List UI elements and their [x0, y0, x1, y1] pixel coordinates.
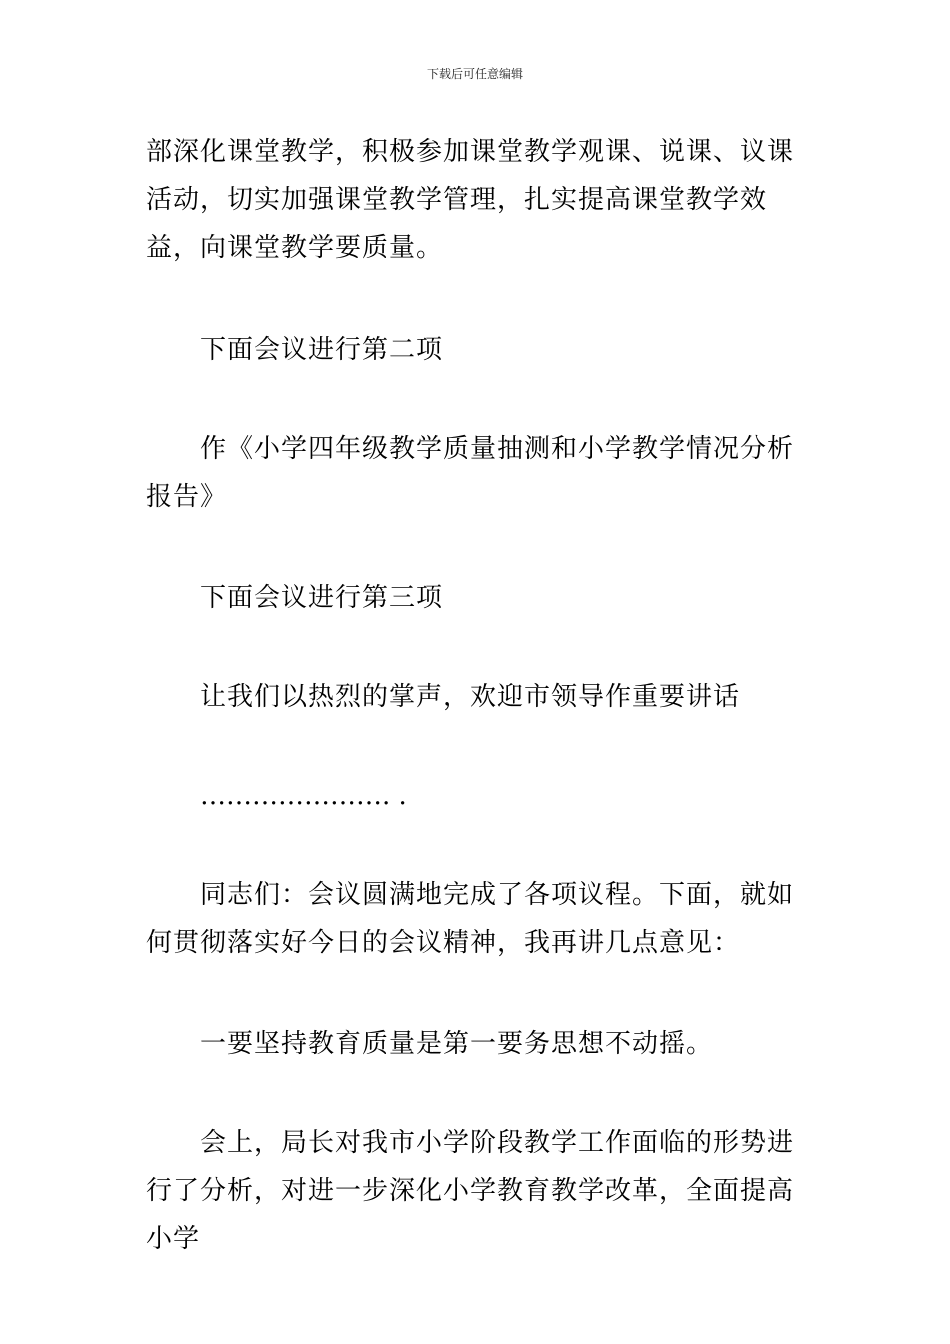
- paragraph-ellipsis: …………………. .: [200, 781, 407, 811]
- paragraph-continuation: 部深化课堂教学，积极参加课堂教学观课、说课、议课活动，切实加强课堂教学管理，扎实提高课堂教学效益，向课堂教学要质量。: [146, 137, 795, 263]
- paragraph-agenda-item-three: 下面会议进行第三项: [200, 583, 444, 613]
- paragraph-report-title: 作《小学四年级教学质量抽测和小学教学情况分析报告》: [146, 434, 795, 512]
- paragraph-closing-remarks: 同志们：会议圆满地完成了各项议程。下面，就如何贯彻落实好今日的会议精神，我再讲几点意见：: [146, 880, 795, 958]
- paragraph-agenda-item-two: 下面会议进行第二项: [200, 335, 444, 365]
- paragraph-point-one: 一要坚持教育质量是第一要务思想不动摇。: [200, 1029, 714, 1059]
- paragraph-meeting-analysis: 会上，局长对我市小学阶段教学工作面临的形势进行了分析，对进一步深化小学教育教学改革，全面提高小学: [146, 1128, 795, 1254]
- paragraph-welcome-speech: 让我们以热烈的掌声，欢迎市领导作重要讲话: [200, 682, 741, 712]
- page-header: 下载后可任意编辑: [426, 67, 523, 81]
